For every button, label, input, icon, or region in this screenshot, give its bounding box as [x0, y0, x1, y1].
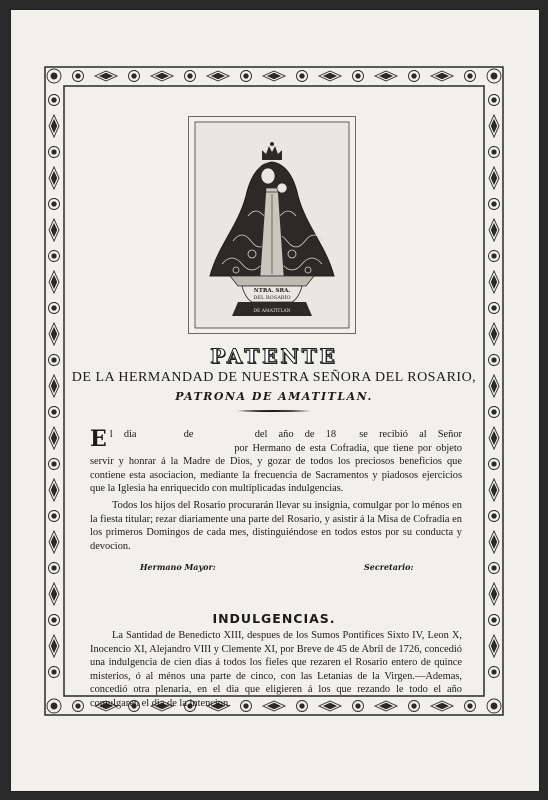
decorative-rule [237, 409, 311, 413]
blank-year-label: del año de 18 [254, 429, 337, 440]
hermano-mayor-label: Hermano Mayor: [140, 562, 216, 572]
certificate-paragraph [90, 428, 462, 496]
indulgences-title: INDULGENCIAS. [212, 611, 336, 626]
document-title: PATENTE [210, 344, 338, 368]
blank-day-label: l dia [109, 429, 137, 440]
certificate-body: por Hermano de esta Cofradia, que tiene por objeto servir y honrar á la Madre de Dios, y gozar de todos los preciosos beneficios que contiene esta asociacion, mediante la frecuencia de Sacramentos y piadosos ejercicios que la Iglesia ha enriquecido con multiplicadas indulgencias. [90, 442, 462, 495]
document-subtitle: DE LA HERMANDAD DE NUESTRA SEÑORA DEL ROSARIO, [71, 370, 477, 385]
document-subtitle-patrona: PATRONA DE AMATITLAN. [175, 390, 373, 403]
image-caption-2: DEL ROSARIO [253, 295, 291, 301]
image-caption-3: DE AMATITLAN [253, 309, 291, 314]
blank-name-label: se recibió al Señor [359, 429, 462, 440]
indulgences-paragraph: La Santidad de Benedicto XIII, despues de los Sumos Pontifices Sixto IV, Leon X, Inocencio XI, Alejandro VIII y Clemente XI, por Breve de 45 de Abril de 1726, concedió una indulgencia de cien dias á todos los fieles que rezaren el Rosario entero de quince misterios, ó al ménos una parte de cinco, con las Letanias de la Virgen.—Ademas, concedió otra plenaria, en el dia que eligieren á los que rezando le todo el año comulgaren el dia de la intencion. [90, 630, 462, 709]
obligations-paragraph: Todos los hijos del Rosario procurarán llevar su insignia, comulgar por lo ménos en la fiesta titular; rezar diariamente una parte del Rosario, y asistir á la Misa de Cofradia en los primeros Domingos de cada mes, distinguiéndose en todos estos por su conducta y devocion. [90, 500, 462, 552]
virgin-image [188, 116, 356, 334]
image-caption-1: NTRA. SRA. [253, 288, 291, 294]
blank-month-label: de [183, 429, 194, 440]
dropcap-letter: E [90, 426, 107, 452]
secretario-label: Secretario: [364, 562, 414, 572]
